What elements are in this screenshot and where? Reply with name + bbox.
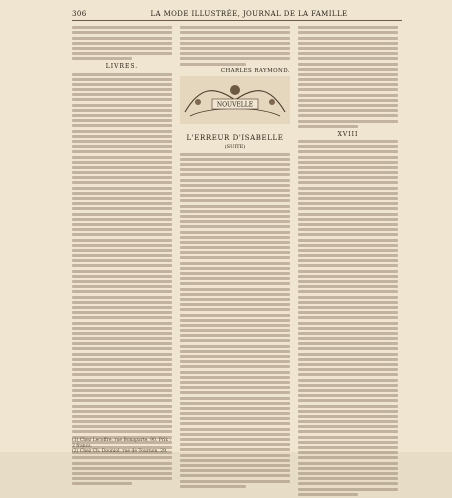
chapter-number: XVIII: [337, 130, 359, 138]
running-header: [72, 10, 402, 20]
running-title: LA MODE ILLUSTRÉE, JOURNAL DE LA FAMILLE: [150, 10, 348, 18]
page-number: 306: [72, 10, 87, 18]
footnote-2: (2) Chez Ch. Douniol, rue de Tournon, 29.: [72, 449, 168, 454]
column-right: [298, 24, 398, 498]
story-subtitle: (SUITE): [224, 143, 246, 150]
vignette-label: NOUVELLE: [216, 101, 254, 109]
story-title: L'ERREUR D'ISABELLE: [186, 133, 284, 142]
column-middle: [180, 24, 290, 490]
header-rule: [72, 20, 402, 21]
signature: CHARLES RAYMOND.: [220, 67, 290, 74]
footnotes: [72, 438, 172, 455]
footnote-1: (1) Chez Lecoffre, rue Bonaparte, 90. Prix : 2 francs.: [72, 438, 171, 449]
ornamental-vignette: [180, 76, 290, 124]
section-title-livres: LIVRES.: [105, 63, 139, 71]
column-left: [72, 24, 172, 488]
